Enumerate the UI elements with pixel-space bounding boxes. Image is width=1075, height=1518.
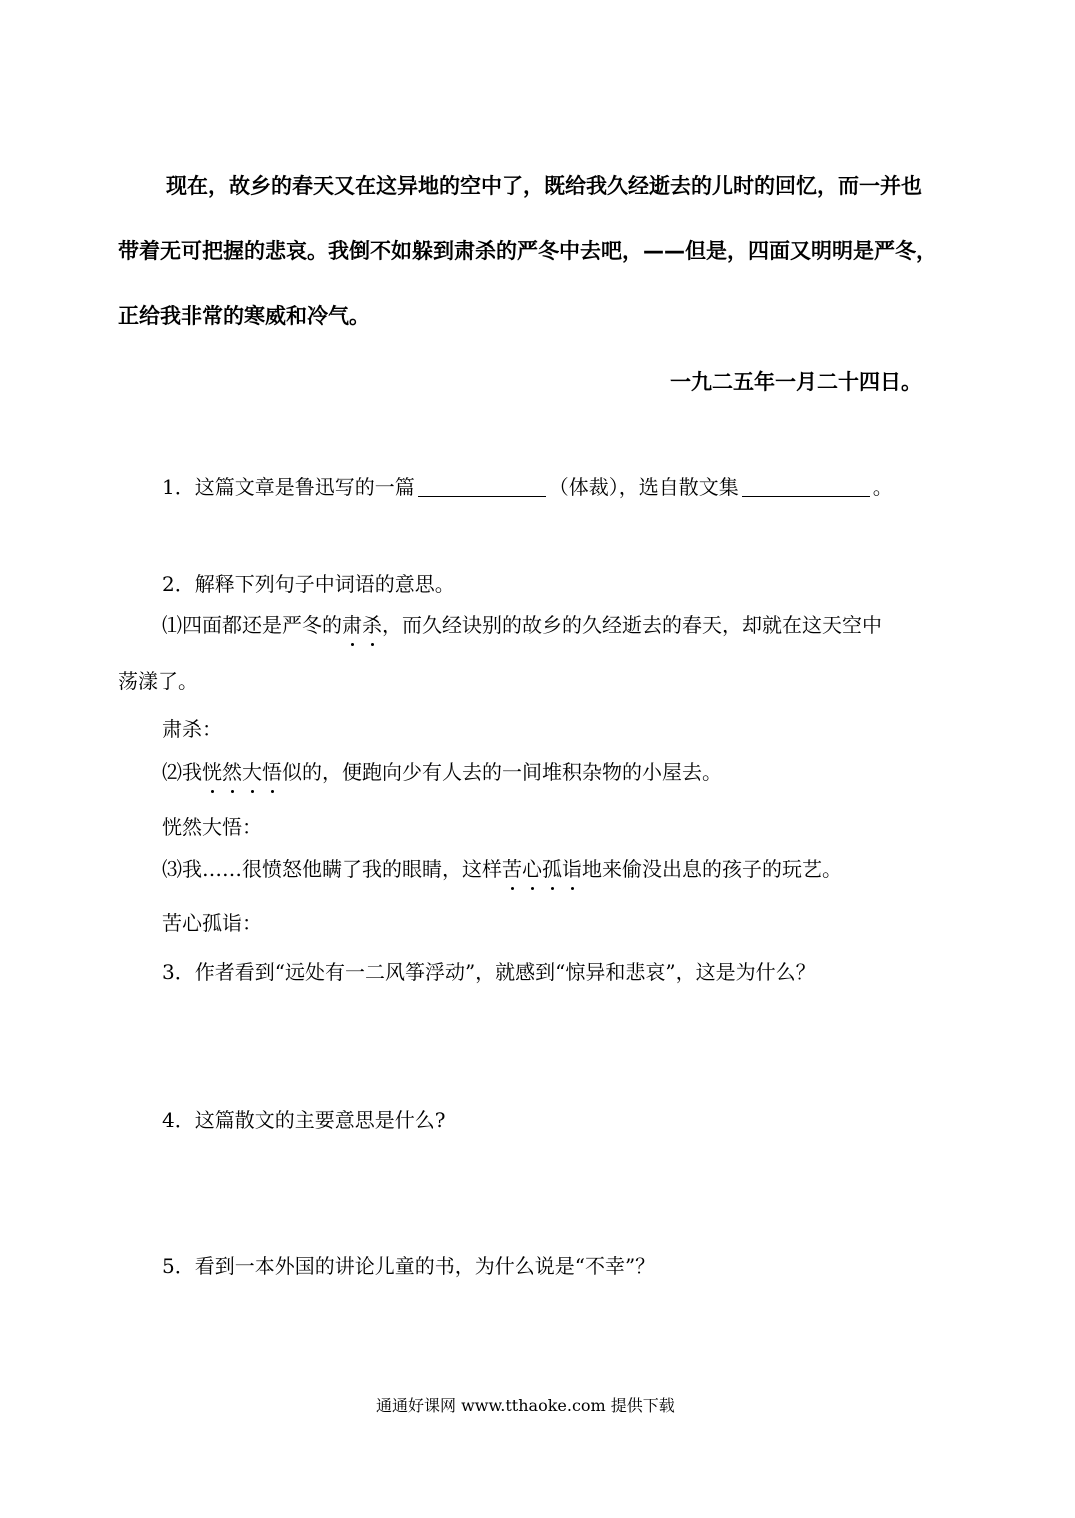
question-5: 5．看到一本外国的讲论儿童的书，为什么说是“不幸”？: [162, 1254, 656, 1278]
dotted-char: 悟: [262, 756, 282, 785]
dotted-char: 然: [222, 756, 242, 785]
sentence-1-suffix: ，而久经诀别的故乡的久经逝去的春天，却就在这天空中: [382, 613, 882, 637]
passage-line-1: 现在，故乡的春天又在这异地的空中了，既给我久经逝去的儿时的回忆，而一并也: [166, 174, 922, 198]
dotted-char: 孤: [542, 853, 562, 882]
question-4: 4．这篇散文的主要意思是什么?: [162, 1108, 446, 1132]
word-2-label: 恍然大悟：: [162, 815, 262, 839]
dotted-word-huangrandawu: [202, 760, 282, 784]
question-1-text-after: 。: [872, 475, 893, 499]
sentence-2-prefix: ⑵我: [162, 760, 202, 784]
question-2-sentence-2: [162, 756, 722, 785]
passage-date: 一九二五年一月二十四日。: [670, 370, 922, 394]
question-2-title: 2．解释下列句子中词语的意思。: [162, 572, 455, 596]
genre-answer-blank[interactable]: [418, 476, 546, 497]
dotted-char: 恍: [202, 756, 222, 785]
sentence-1-prefix: ⑴四面都还是严冬的: [162, 613, 342, 637]
dotted-char: 心: [522, 853, 542, 882]
question-2-sentence-1: [162, 609, 882, 638]
dotted-word-kuxinguyi: [502, 857, 582, 881]
question-1: [162, 471, 893, 500]
question-1-text-middle: （体裁），选自散文集: [548, 475, 739, 499]
dotted-char: 大: [242, 756, 262, 785]
footer-source: 通通好课网 www.tthaoke.com 提供下载: [376, 1396, 675, 1415]
collection-answer-blank[interactable]: [742, 476, 870, 497]
dotted-char: 苦: [502, 853, 522, 882]
sentence-3-suffix: 地来偷没出息的孩子的玩艺。: [582, 857, 842, 881]
dotted-word-sushi: [342, 613, 382, 637]
word-3-label: 苦心孤诣：: [162, 911, 262, 935]
word-1-label: 肃杀：: [162, 717, 222, 741]
dotted-char: 肃: [342, 609, 362, 638]
dotted-char: 杀: [362, 609, 382, 638]
question-3: 3．作者看到“远处有一二风筝浮动”，就感到“惊异和悲哀”，这是为什么？: [162, 960, 816, 984]
sentence-2-suffix: 似的，便跑向少有人去的一间堆积杂物的小屋去。: [282, 760, 722, 784]
passage-line-3: 正给我非常的寒威和冷气。: [118, 304, 370, 328]
dotted-char: 诣: [562, 853, 582, 882]
passage-line-2: 带着无可把握的悲哀。我倒不如躲到肃杀的严冬中去吧，——但是，四面又明明是严冬，: [118, 239, 937, 263]
question-2-sentence-1-cont: 荡漾了。: [118, 669, 198, 693]
question-1-text-before: 1．这篇文章是鲁迅写的一篇: [162, 475, 415, 499]
sentence-3-prefix: ⑶我……很愤怒他瞒了我的眼睛，这样: [162, 857, 502, 881]
question-2-sentence-3: [162, 853, 842, 882]
